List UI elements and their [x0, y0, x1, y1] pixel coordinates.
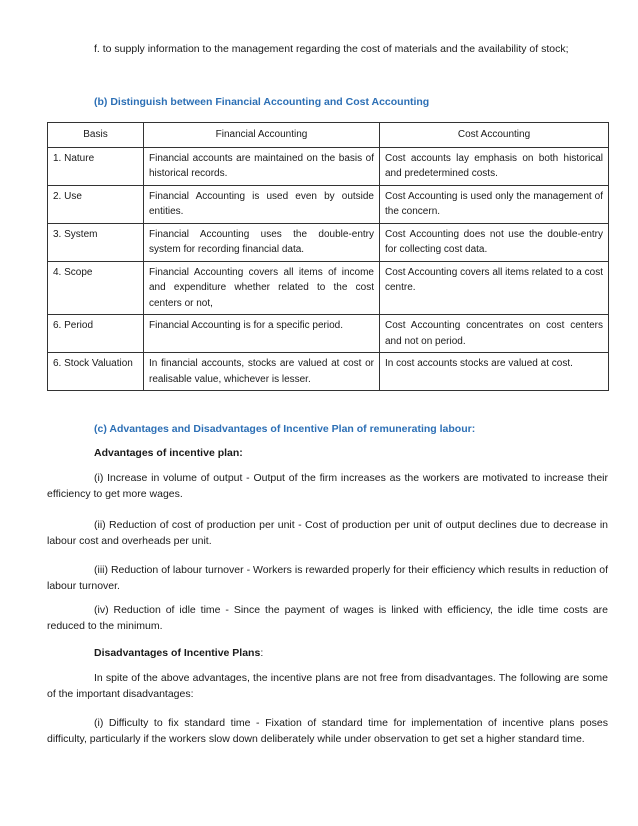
row-basis: 3. System	[48, 223, 144, 261]
disadvantage-item: (i) Difficulty to fix standard time - Fixation of standard time for implementation of incentive plans poses difficulty, particularly if the workers slow down deliberately while under observation to get set a higher standard time.	[47, 717, 608, 746]
row-basis: 2. Use	[48, 185, 144, 223]
table-row	[48, 185, 609, 223]
row-basis: 1. Nature	[48, 147, 144, 185]
table-row	[48, 147, 609, 185]
advantages-heading: Advantages of incentive plan:	[94, 447, 243, 459]
disadvantages-heading-colon: :	[260, 647, 264, 659]
table-row	[48, 261, 609, 315]
advantage-item: (iv) Reduction of idle time - Since the payment of wages is linked with efficiency, the idle time costs are reduced to the minimum.	[47, 604, 608, 633]
disadvantages-intro: In spite of the above advantages, the incentive plans are not free from disadvantages. The following are some of the important disadvantages:	[47, 672, 608, 701]
table-row	[48, 353, 609, 391]
section-b-heading: (b) Distinguish between Financial Accounting and Cost Accounting	[94, 96, 430, 108]
advantage-item: (iii) Reduction of labour turnover - Workers is rewarded properly for their efficiency which results in reduction of labour turnover.	[47, 564, 608, 593]
intro-line: f. to supply information to the management regarding the cost of materials and the availability of stock;	[94, 43, 569, 55]
row-cost: Cost Accounting concentrates on cost centers and not on period.	[380, 315, 609, 353]
row-financial: Financial Accounting is for a specific period.	[144, 315, 380, 353]
table-row	[48, 315, 609, 353]
row-cost: Cost Accounting does not use the double-entry for collecting cost data.	[380, 223, 609, 261]
comparison-table	[47, 122, 609, 391]
row-cost: Cost Accounting covers all items related to a cost centre.	[380, 261, 609, 315]
row-financial: Financial accounts are maintained on the basis of historical records.	[144, 147, 380, 185]
header-financial: Financial Accounting	[144, 123, 380, 148]
row-financial: Financial Accounting covers all items of income and expenditure whether related to the cost centers or not,	[144, 261, 380, 315]
row-basis: 6. Period	[48, 315, 144, 353]
row-cost: Cost Accounting is used only the management of the concern.	[380, 185, 609, 223]
row-financial: Financial Accounting is used even by outside entities.	[144, 185, 380, 223]
table-row	[48, 223, 609, 261]
row-basis: 6. Stock Valuation	[48, 353, 144, 391]
table-header-row	[48, 123, 609, 148]
advantage-item: (ii) Reduction of cost of production per unit - Cost of production per unit of output declines due to decrease in labour cost and overheads per unit.	[47, 519, 608, 548]
section-c-heading: (c) Advantages and Disadvantages of Incentive Plan of remunerating labour:	[94, 423, 476, 435]
row-cost: In cost accounts stocks are valued at cost.	[380, 353, 609, 391]
disadvantages-heading-line	[47, 645, 608, 661]
advantage-item: (i) Increase in volume of output - Output of the firm increases as the workers are motivated to increase their efficiency to get more wages.	[47, 472, 608, 501]
header-cost: Cost Accounting	[380, 123, 609, 148]
row-financial: Financial Accounting uses the double-entry system for recording financial data.	[144, 223, 380, 261]
row-basis: 4. Scope	[48, 261, 144, 315]
disadvantages-heading: Disadvantages of Incentive Plans	[94, 647, 261, 659]
header-basis: Basis	[48, 123, 144, 148]
row-cost: Cost accounts lay emphasis on both historical and predetermined costs.	[380, 147, 609, 185]
row-financial: In financial accounts, stocks are valued at cost or realisable value, whichever is lesser.	[144, 353, 380, 391]
